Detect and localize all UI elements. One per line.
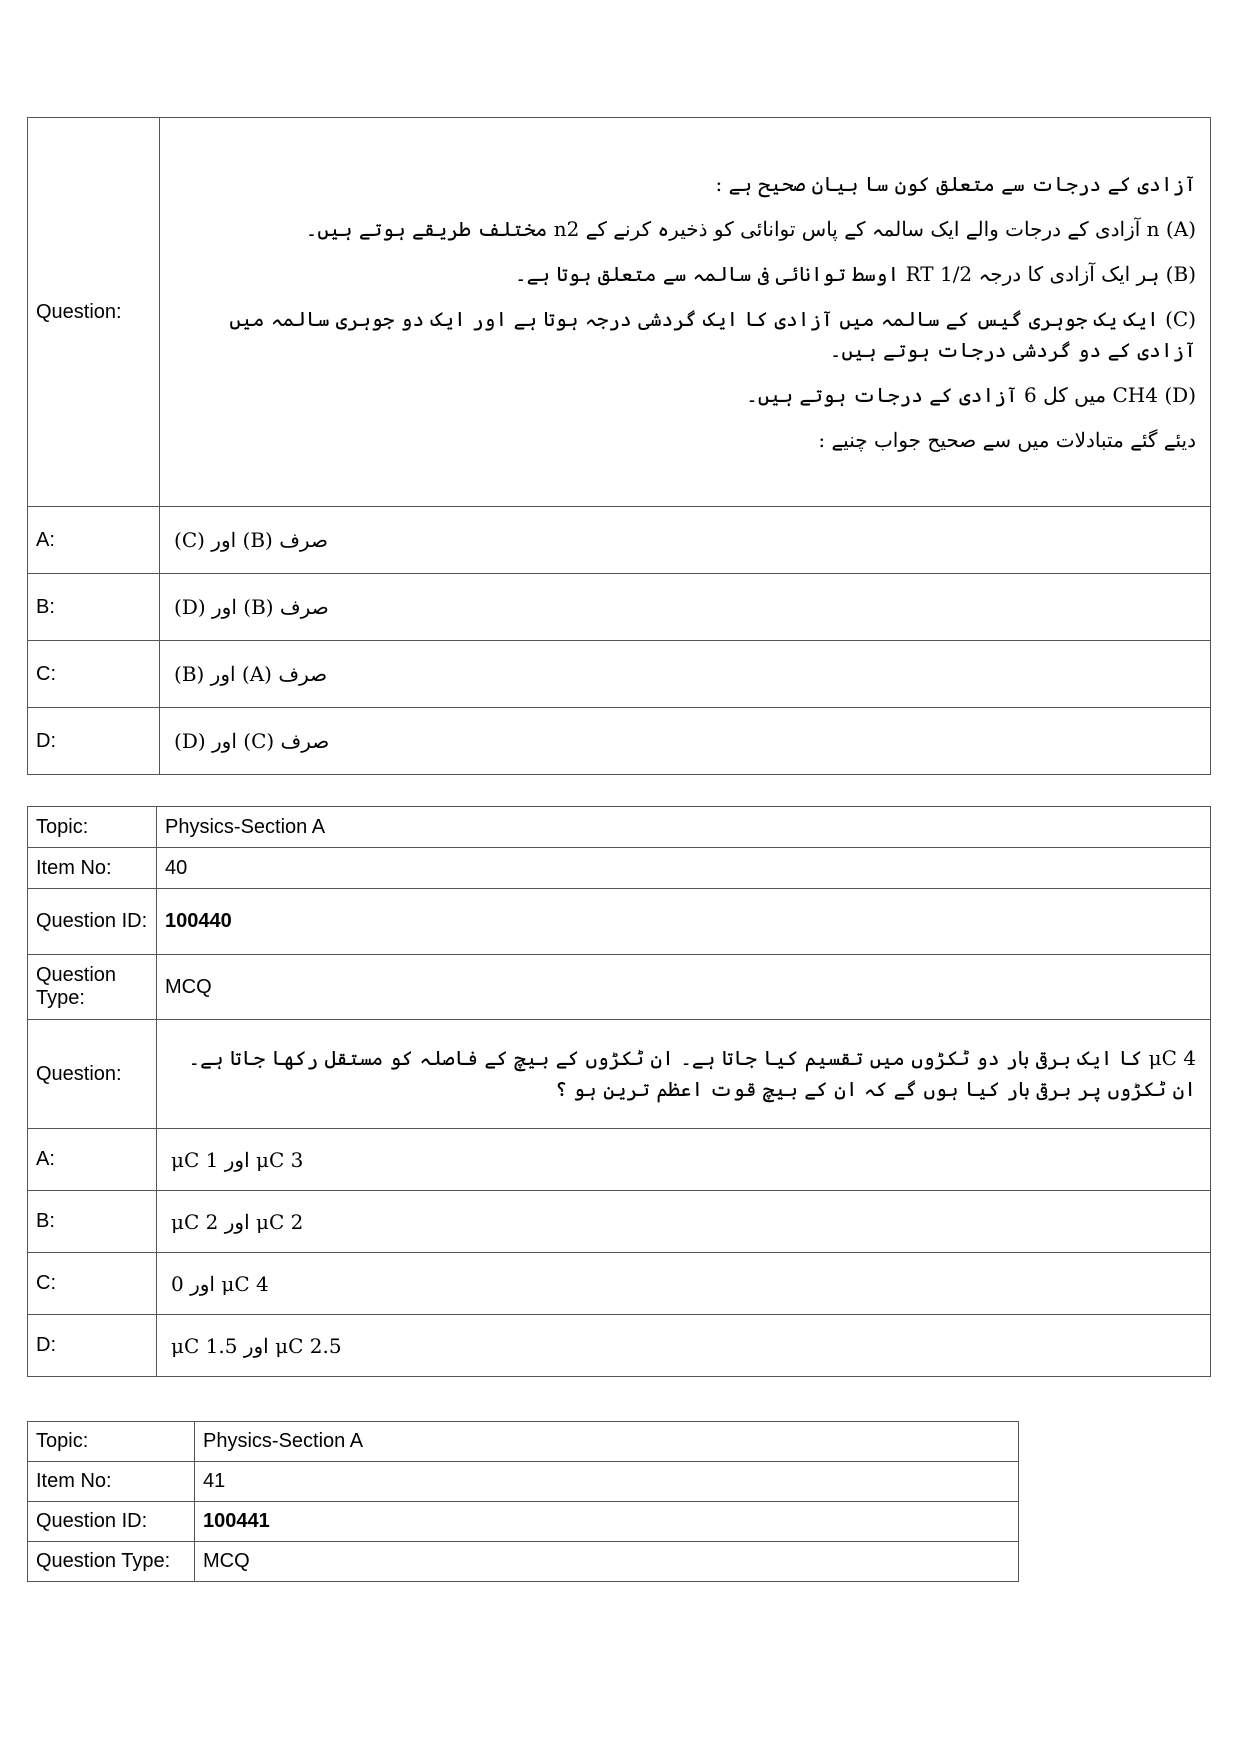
topic-label: Topic: (28, 1422, 195, 1462)
question-id-label: Question ID: (28, 1502, 195, 1542)
option-a-text (160, 507, 1211, 574)
option-b-text (157, 1191, 1211, 1253)
option-c-text (160, 641, 1211, 708)
option-d-label: D: (28, 708, 160, 775)
option-b-value: 2 μC اور 2 μC (171, 1209, 304, 1234)
topic-label: Topic: (28, 807, 157, 848)
option-d-value: 2.5 μC اور 1.5 μC (171, 1333, 342, 1358)
option-c-value: 4 μC اور 0 (171, 1271, 269, 1296)
question-text (160, 118, 1211, 507)
question-id-value: 100440 (157, 889, 1211, 955)
question-type-value: MCQ (157, 955, 1211, 1020)
option-c-label: C: (28, 1253, 157, 1315)
option-c-value: صرف (A) اور (B) (174, 662, 328, 686)
item-no-value: 40 (157, 848, 1211, 889)
question-line: آزادی کے درجات سے متعلق کون سا بیان صحیح ہے : (715, 171, 1196, 196)
question-text: 4 μC کا ایک برقی بار دو ٹکڑوں میں تقسیم کیا جاتا ہے۔ ان ٹکڑوں کے بیچ کے فاصلہ کو مستقل رکھا جاتا ہے۔ ان ٹکڑوں پر برقی بار کیا ہوں گے کہ ان کے بیچ قوت اعظم ترین ہو ؟ (157, 1020, 1211, 1129)
topic-value: Physics-Section A (157, 807, 1211, 848)
option-b-text (160, 574, 1211, 641)
option-d-label: D: (28, 1315, 157, 1377)
option-d-text (160, 708, 1211, 775)
option-a-value: 3 μC اور 1 μC (171, 1147, 304, 1172)
option-b-label: B: (28, 1191, 157, 1253)
item-no-label: Item No: (28, 848, 157, 889)
item-no-label: Item No: (28, 1462, 195, 1502)
topic-value: Physics-Section A (195, 1422, 1019, 1462)
question-line: (B) ہر ایک آزادی کا درجہ 1/2 RT اوسط توانائی فی سالمہ سے متعلق ہوتا ہے۔ (514, 261, 1196, 286)
option-b-value: صرف (B) اور (D) (174, 595, 329, 619)
question-table-1 (27, 117, 1211, 775)
option-a-label: A: (28, 507, 160, 574)
option-a-value: صرف (B) اور (C) (174, 528, 328, 552)
question-type-label: Question Type: (28, 1542, 195, 1582)
question-line: دیئے گئے متبادلات میں سے صحیح جواب چنیے : (818, 427, 1196, 452)
option-d-value: صرف (C) اور (D) (174, 729, 330, 753)
option-c-label: C: (28, 641, 160, 708)
question-id-label: Question ID: (28, 889, 157, 955)
question-line: (C) ایک یک جوہری گیس کے سالمہ میں آزادی کا ایک گردشی درجہ ہوتا ہے اور ایک دو جوہری سالمہ میں آزادی کے دو گردشی درجات ہوتے ہیں۔ (229, 306, 1196, 362)
option-b-label: B: (28, 574, 160, 641)
question-type-label: Question Type: (28, 955, 157, 1020)
question-table-3 (27, 1421, 1019, 1582)
question-type-value: MCQ (195, 1542, 1019, 1582)
question-table-2 (27, 806, 1211, 1377)
option-d-text (157, 1315, 1211, 1377)
option-c-text (157, 1253, 1211, 1315)
question-line: (A) n آزادی کے درجات والے ایک سالمہ کے پاس توانائی کو ذخیرہ کرنے کے n2 مختلف طریقے ہوتے ہیں۔ (305, 216, 1196, 241)
option-a-text (157, 1129, 1211, 1191)
question-label: Question: (28, 1020, 157, 1129)
question-label: Question: (28, 118, 160, 507)
question-id-value: 100441 (195, 1502, 1019, 1542)
question-line: (D) CH4 میں کل 6 آزادی کے درجات ہوتے ہیں۔ (746, 382, 1196, 407)
option-a-label: A: (28, 1129, 157, 1191)
item-no-value: 41 (195, 1462, 1019, 1502)
